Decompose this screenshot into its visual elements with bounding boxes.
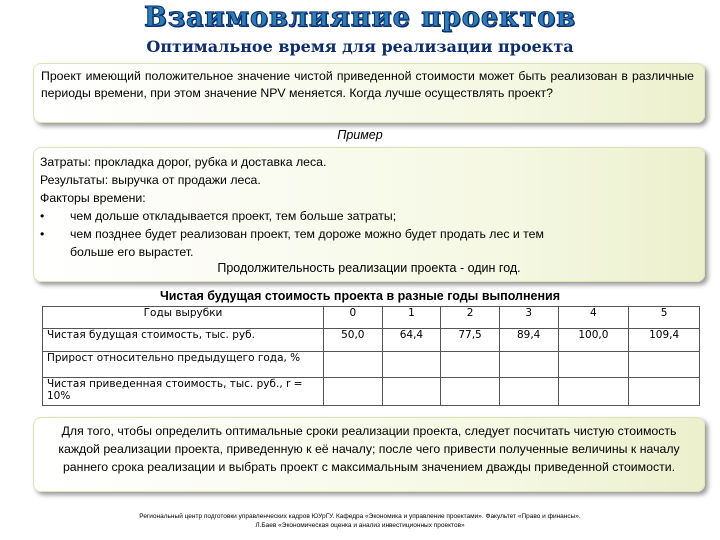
table-cell: 50,0 bbox=[324, 329, 383, 352]
table-cell bbox=[382, 352, 441, 378]
bullet-item-cont: больше его вырастет. bbox=[70, 245, 194, 259]
table-cell: 77,5 bbox=[441, 329, 500, 352]
years-label: Годы вырубки bbox=[43, 307, 324, 329]
bullet-item: • чем дольше откладывается проект, тем больше затраты; bbox=[40, 209, 397, 223]
table-cell bbox=[499, 352, 558, 378]
table-caption: Чистая будущая стоимость проекта в разные годы выполнения bbox=[159, 289, 561, 303]
table-cell bbox=[499, 378, 558, 406]
table-cell: 2 bbox=[441, 307, 500, 329]
footer-line: Региональный центр подготовки управленческих кадров ЮУрГУ. Кафедра «Экономика и управление проектами». Факультет «Право и финансы». bbox=[139, 513, 581, 520]
table-row bbox=[43, 307, 700, 329]
table-cell: 64,4 bbox=[382, 329, 441, 352]
table-row bbox=[43, 352, 700, 378]
table-cell bbox=[441, 378, 500, 406]
conclusion-box bbox=[33, 417, 705, 492]
table-cell: 0 bbox=[324, 307, 383, 329]
footer bbox=[0, 512, 720, 530]
table-cell bbox=[558, 378, 629, 406]
page-title: Взаимовлияние проектов bbox=[144, 2, 576, 33]
table-cell: 89,4 bbox=[499, 329, 558, 352]
table-cell bbox=[629, 352, 700, 378]
table-cell bbox=[629, 378, 700, 406]
intro-box bbox=[33, 63, 705, 123]
table-row bbox=[43, 329, 700, 352]
conclusion-text: Для того, чтобы определить оптимальные сроки реализации проекта, следует посчитать чистую стоимость каждой реализации проекта, приведенную к её началу; после чего привести полученные величины к началу раннего срока реализации и выбрать проект с максимальным значением дважды приведенной стоимости. bbox=[58, 424, 680, 474]
results-line: Результаты: выручка от продажи леса. bbox=[40, 173, 261, 187]
table-cell: 1 bbox=[382, 307, 441, 329]
bullet-item: • чем позднее будет реализован проект, тем дороже можно будет продать лес и тем bbox=[40, 227, 544, 241]
costs-line: Затраты: прокладка дорог, рубка и доставка леса. bbox=[40, 155, 327, 169]
example-label: Пример bbox=[337, 128, 383, 142]
table-cell: 100,0 bbox=[558, 329, 629, 352]
table-cell: 5 bbox=[629, 307, 700, 329]
page-subtitle: Оптимальное время для реализации проекта bbox=[146, 37, 574, 56]
example-box bbox=[33, 147, 705, 282]
npv-table bbox=[42, 306, 700, 406]
table-cell: 3 bbox=[499, 307, 558, 329]
table-cell bbox=[382, 378, 441, 406]
table-cell bbox=[324, 352, 383, 378]
footer-line: Л.Баев «Экономическая оценка и анализ инвестиционных проектов» bbox=[255, 522, 465, 529]
intro-text: Проект имеющий положительное значение чистой приведенной стоимости может быть реализован в различные периоды времени, при этом значение NPV меняется. Когда лучше осуществлять проект? bbox=[41, 69, 694, 100]
duration-line: Продолжительность реализации проекта - один год. bbox=[217, 261, 521, 275]
factors-line: Факторы времени: bbox=[40, 191, 146, 205]
table-row bbox=[43, 378, 700, 406]
growth-label: Прирост относительно предыдущего года, % bbox=[43, 352, 324, 378]
npv-label: Чистая приведенная стоимость, тыс. руб., r = 10% bbox=[43, 378, 324, 406]
table-cell: 4 bbox=[558, 307, 629, 329]
table-cell bbox=[558, 352, 629, 378]
table-cell bbox=[324, 378, 383, 406]
table-cell: 109,4 bbox=[629, 329, 700, 352]
fv-label: Чистая будущая стоимость, тыс. руб. bbox=[43, 329, 324, 352]
table-cell bbox=[441, 352, 500, 378]
